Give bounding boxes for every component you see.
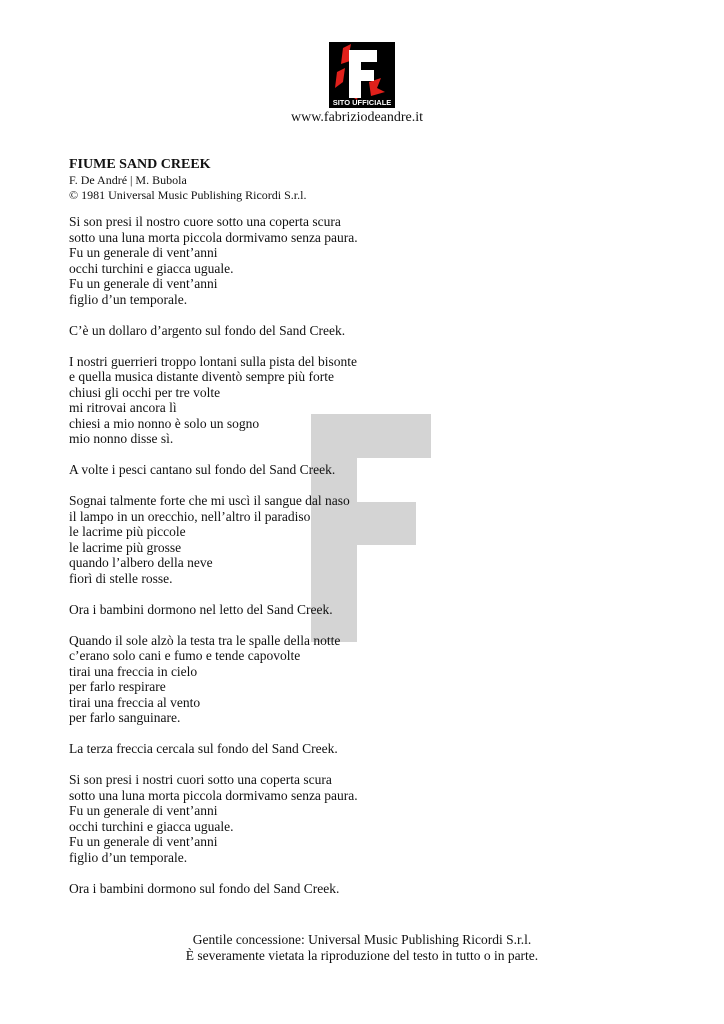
song-authors: F. De André | M. Bubola — [69, 173, 187, 187]
lyric-line: il lampo in un orecchio, nell’altro il paradiso — [69, 508, 311, 524]
lyrics-stanza — [69, 214, 469, 307]
footer-line-1: Gentile concessione: Universal Music Publishing Ricordi S.r.l. — [192, 932, 532, 947]
lyric-line: Fu un generale di vent’anni — [69, 803, 218, 818]
lyric-line: figlio d’un temporale. — [69, 291, 188, 307]
lyric-line: chiusi gli occhi per tre volte — [69, 384, 221, 400]
lyric-line: per farlo sanguinare. — [69, 710, 181, 725]
lyric-line: tirai una freccia al vento — [69, 694, 201, 710]
lyric-line: Si son presi il nostro cuore sotto una coperta scura — [69, 214, 341, 229]
lyric-line: Si son presi i nostri cuori sotto una coperta scura — [69, 772, 332, 787]
lyric-line: chiesi a mio nonno è solo un sogno — [69, 415, 260, 431]
lyric-line: figlio d’un temporale. — [69, 849, 188, 865]
footer-line-2: È severamente vietata la riproduzione del testo in tutto o in parte. — [185, 948, 539, 963]
lyric-line: A volte i pesci cantano sul fondo del Sand Creek. — [69, 462, 336, 477]
lyric-line: mi ritrovai ancora lì — [69, 400, 177, 415]
lyrics-stanza — [69, 323, 469, 339]
lyric-line: Fu un generale di vent’anni — [69, 834, 218, 849]
lyrics-body — [69, 214, 469, 912]
lyric-line: Quando il sole alzò la testa tra le spalle della notte — [69, 632, 341, 648]
lyrics-stanza — [69, 462, 469, 478]
lyrics-stanza — [69, 354, 469, 447]
lyric-line: mio nonno disse sì. — [69, 431, 174, 446]
lyric-line: le lacrime più grosse — [69, 539, 182, 555]
lyrics-stanza — [69, 602, 469, 618]
lyrics-stanza — [69, 741, 469, 757]
lyric-line: Fu un generale di vent’anni — [69, 276, 218, 291]
lyric-line: e quella musica distante diventò sempre più forte — [69, 369, 335, 384]
song-title: FIUME SAND CREEK — [69, 157, 211, 172]
lyric-line: Ora i bambini dormono sul fondo del Sand Creek. — [69, 880, 340, 896]
lyric-line: per farlo respirare — [69, 679, 166, 694]
lyric-line: sotto una luna morta piccola dormivamo senza paura. — [69, 787, 358, 803]
logo-caption: SITO UFFICIALE — [332, 98, 392, 107]
logo-f-mark — [329, 42, 395, 108]
lyric-line: occhi turchini e giacca uguale. — [69, 260, 234, 276]
lyric-line: le lacrime più piccole — [69, 524, 186, 539]
lyrics-stanza — [69, 881, 469, 897]
lyric-line: occhi turchini e giacca uguale. — [69, 818, 234, 834]
lyric-line: sotto una luna morta piccola dormivamo senza paura. — [69, 229, 358, 245]
lyric-line: tirai una freccia in cielo — [69, 663, 198, 679]
site-url-link[interactable]: www.fabriziodeandre.it — [291, 110, 424, 125]
lyrics-stanza — [69, 633, 469, 726]
lyrics-stanza — [69, 772, 469, 865]
footer-notice — [0, 932, 724, 964]
lyric-line: Ora i bambini dormono nel letto del Sand Creek. — [69, 601, 333, 617]
lyric-line: Sognai talmente forte che mi uscì il sangue dal naso — [69, 493, 350, 508]
song-copyright: © 1981 Universal Music Publishing Ricordi S.r.l. — [69, 188, 307, 202]
lyric-line: quando l’albero della neve — [69, 555, 213, 570]
lyric-line: C’è un dollaro d’argento sul fondo del Sand Creek. — [69, 322, 346, 338]
song-header — [69, 157, 306, 203]
site-logo[interactable] — [329, 42, 395, 108]
lyric-line: I nostri guerrieri troppo lontani sulla pista del bisonte — [69, 353, 357, 369]
lyric-line: fiorì di stelle rosse. — [69, 570, 173, 586]
lyrics-stanza — [69, 493, 469, 586]
lyric-line: La terza freccia cercala sul fondo del Sand Creek. — [69, 741, 338, 756]
lyric-line: c’erano solo cani e fumo e tende capovolte — [69, 648, 301, 663]
lyric-line: Fu un generale di vent’anni — [69, 245, 218, 260]
